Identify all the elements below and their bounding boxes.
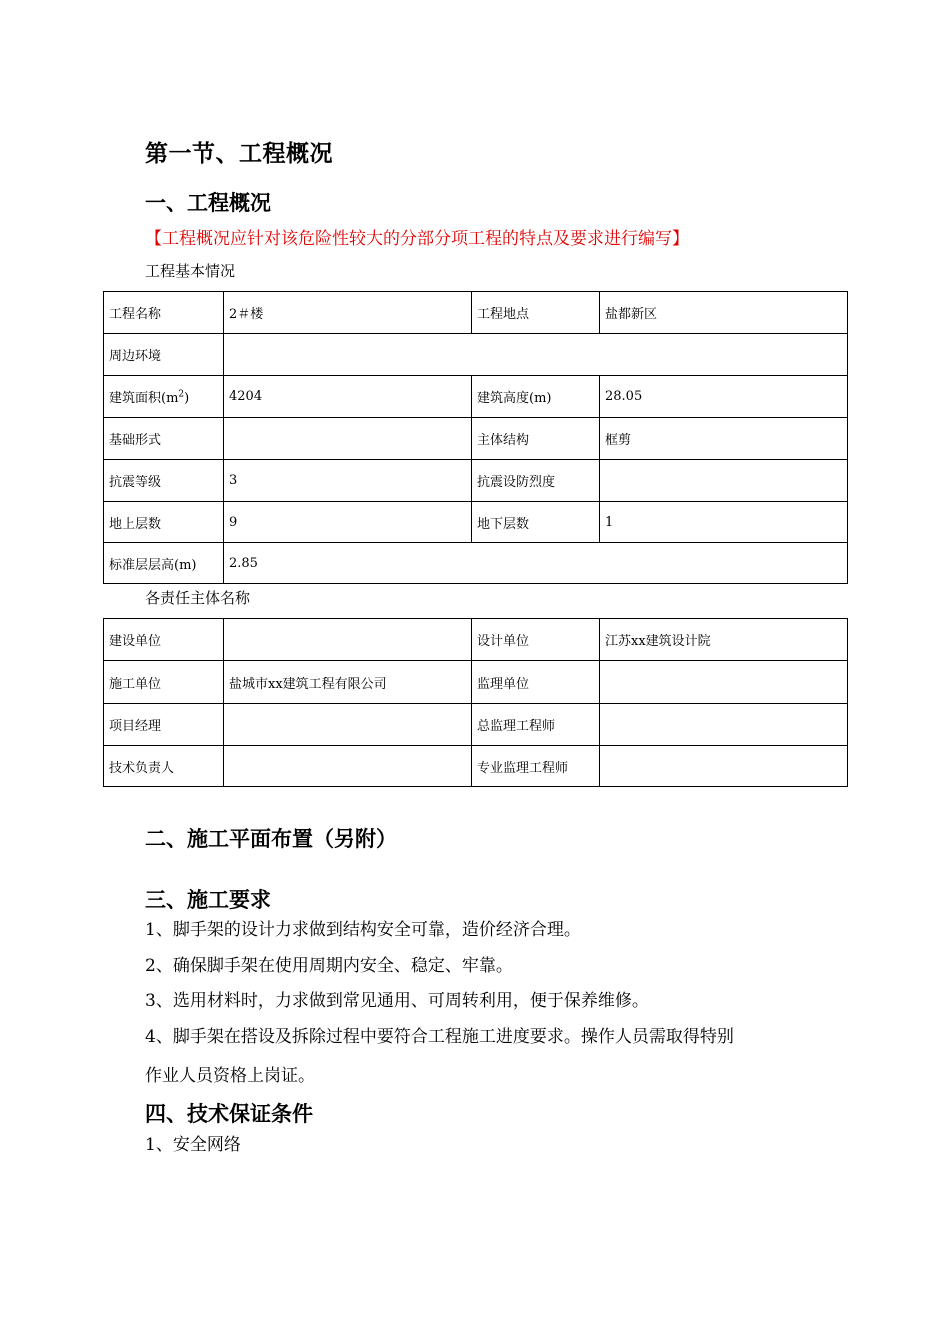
cell-value: 框剪 [600,418,848,460]
table-row [104,704,848,746]
cell-value: 9 [224,502,472,543]
cell-value: 4204 [224,376,472,418]
cell-value: 盐城市xx建筑工程有限公司 [224,661,472,704]
page-title: 第一节、工程概况 [145,140,333,167]
party-table-caption: 各责任主体名称 [145,589,251,607]
cell-label: 项目经理 [104,704,224,746]
requirement-item-continued: 作业人员资格上岗证。 [145,1066,315,1086]
cell-label [104,376,224,418]
section-1-note: 【工程概况应针对该危险性较大的分部分项工程的特点及要求进行编写】 [145,229,689,249]
cell-label: 监理单位 [472,661,600,704]
table-row [104,619,848,661]
cell-label: 专业监理工程师 [472,746,600,787]
cell-label: 工程名称 [104,292,224,334]
cell-value [224,418,472,460]
table-row [104,418,848,460]
section-2-title: 二、施工平面布置（另附） [145,826,397,851]
cell-value: 3 [224,460,472,502]
cell-value [600,460,848,502]
cell-value: 2.85 [224,543,848,584]
technical-item: 1、安全网络 [145,1135,241,1155]
requirement-item: 4、脚手架在搭设及拆除过程中要符合工程施工进度要求。操作人员需取得特别 [145,1027,734,1047]
section-4-title: 四、技术保证条件 [145,1101,313,1126]
section-3-title: 三、施工要求 [145,887,271,912]
cell-value: 1 [600,502,848,543]
cell-label: 标准层层高(m) [104,543,224,584]
requirement-item: 1、脚手架的设计力求做到结构安全可靠，造价经济合理。 [145,920,581,940]
cell-label-text: ) [184,391,190,406]
cell-label: 技术负责人 [104,746,224,787]
cell-label: 建设单位 [104,619,224,661]
cell-label: 主体结构 [472,418,600,460]
cell-value: 2＃楼 [224,292,472,334]
cell-label: 总监理工程师 [472,704,600,746]
basic-info-table [103,291,848,584]
cell-label: 基础形式 [104,418,224,460]
cell-value: 江苏xx建筑设计院 [600,619,848,661]
cell-value [224,619,472,661]
table-row [104,292,848,334]
cell-label: 抗震等级 [104,460,224,502]
requirement-item: 3、选用材料时，力求做到常见通用、可周转利用，便于保养维修。 [145,991,649,1011]
cell-value [600,746,848,787]
section-1-title: 一、工程概况 [145,190,271,215]
cell-value [224,704,472,746]
cell-label: 地下层数 [472,502,600,543]
cell-label: 施工单位 [104,661,224,704]
table-row [104,661,848,704]
basic-table-caption: 工程基本情况 [145,262,236,280]
table-row [104,376,848,418]
table-row [104,543,848,584]
superscript: 2 [178,389,185,400]
cell-value [600,704,848,746]
table-row [104,460,848,502]
cell-label: 工程地点 [472,292,600,334]
cell-value [600,661,848,704]
requirement-item: 2、确保脚手架在使用周期内安全、稳定、牢靠。 [145,956,513,976]
cell-label-text: 建筑面积(m [109,391,179,406]
table-row [104,502,848,543]
cell-label: 地上层数 [104,502,224,543]
cell-value [224,746,472,787]
cell-label: 设计单位 [472,619,600,661]
table-row [104,746,848,787]
table-row [104,334,848,376]
responsible-parties-table [103,618,848,787]
cell-label: 周边环境 [104,334,224,376]
cell-label: 建筑高度(m) [472,376,600,418]
cell-value: 28.05 [600,376,848,418]
cell-value: 盐都新区 [600,292,848,334]
cell-label: 抗震设防烈度 [472,460,600,502]
cell-value [224,334,848,376]
